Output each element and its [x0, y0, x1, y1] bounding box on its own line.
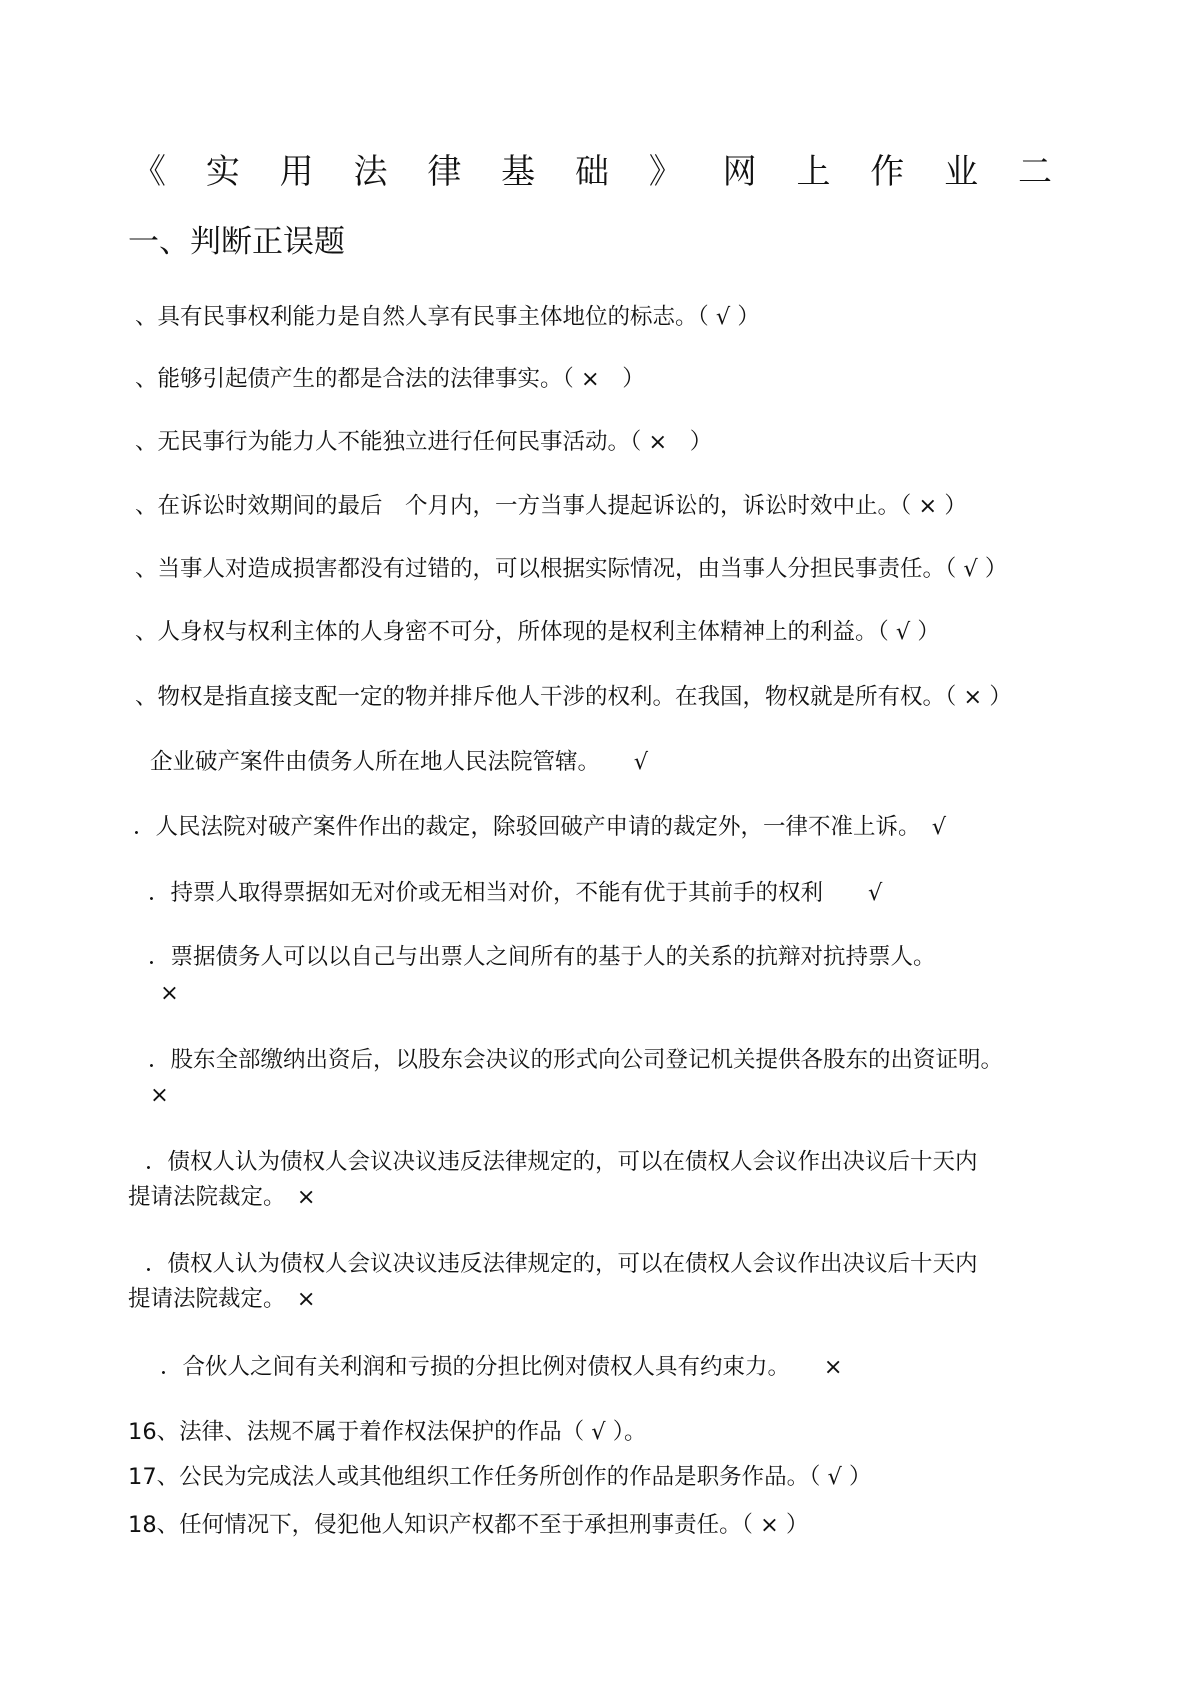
- question-item: 、能够引起债产生的都是合法的法律事实。（ × ）: [135, 366, 645, 392]
- question-item: 企业破产案件由债务人所在地人民法院管辖。 √: [150, 749, 649, 775]
- question-item: 17、公民为完成法人或其他组织工作任务所创作的作品是职务作品。（ √ ）: [128, 1464, 872, 1490]
- question-item-continuation: 提请法院裁定。 ×: [128, 1286, 316, 1312]
- title-char: 律: [427, 152, 462, 192]
- title-char: 上: [796, 152, 831, 192]
- title-char: 实: [205, 152, 240, 192]
- title-char: 二: [1017, 152, 1052, 192]
- question-item: ．票据债务人可以以自己与出票人之间所有的基于人的关系的抗辩对抗持票人。: [148, 944, 936, 970]
- question-item: ．债权人认为债权人会议决议违反法律规定的，可以在债权人会议作出决议后十天内: [145, 1251, 978, 1277]
- question-item: 16、法律、法规不属于着作权法保护的作品（ √ ）。: [128, 1419, 647, 1445]
- question-item: 、当事人对造成损害都没有过错的，可以根据实际情况，由当事人分担民事责任。（ √ ）: [135, 556, 1008, 582]
- section-heading: 一、判断正误题: [128, 224, 345, 260]
- answer-mark: ×: [150, 1082, 169, 1108]
- title-char: 业: [944, 152, 979, 192]
- question-item: 、物权是指直接支配一定的物并排斥他人干涉的权利。在我国，物权就是所有权。（ × ）: [135, 684, 1012, 710]
- title-char: 法: [353, 152, 388, 192]
- document-title: [132, 152, 1052, 192]
- question-item: 、在诉讼时效期间的最后 个月内，一方当事人提起诉讼的，诉讼时效中止。（ × ）: [135, 493, 967, 519]
- question-item: ．合伙人之间有关利润和亏损的分担比例对债权人具有约束力。 ×: [160, 1354, 843, 1380]
- title-char: 基: [501, 152, 536, 192]
- title-char: 作: [870, 152, 905, 192]
- title-char: 础: [574, 152, 609, 192]
- answer-mark: ×: [160, 980, 179, 1006]
- title-char: 网: [722, 152, 757, 192]
- question-item: 18、任何情况下，侵犯他人知识产权都不至于承担刑事责任。（ × ）: [128, 1512, 809, 1538]
- question-item: 、具有民事权利能力是自然人享有民事主体地位的标志。（ √ ）: [135, 304, 760, 330]
- question-item: ．持票人取得票据如无对价或无相当对价，不能有优于其前手的权利 √: [148, 880, 883, 906]
- question-item: ．债权人认为债权人会议决议违反法律规定的，可以在债权人会议作出决议后十天内: [145, 1149, 978, 1175]
- question-item-continuation: 提请法院裁定。 ×: [128, 1184, 316, 1210]
- question-item: 、人身权与权利主体的人身密不可分，所体现的是权利主体精神上的利益。（ √ ）: [135, 619, 940, 645]
- title-char: 用: [279, 152, 314, 192]
- title-char: 》: [648, 152, 683, 192]
- question-item: ．人民法院对破产案件作出的裁定，除驳回破产申请的裁定外，一律不准上诉。 √: [133, 814, 947, 840]
- question-item: 、无民事行为能力人不能独立进行任何民事活动。（ × ）: [135, 429, 713, 455]
- title-char: 《: [132, 152, 166, 192]
- question-item: ．股东全部缴纳出资后，以股东会决议的形式向公司登记机关提供各股东的出资证明。: [148, 1047, 1004, 1073]
